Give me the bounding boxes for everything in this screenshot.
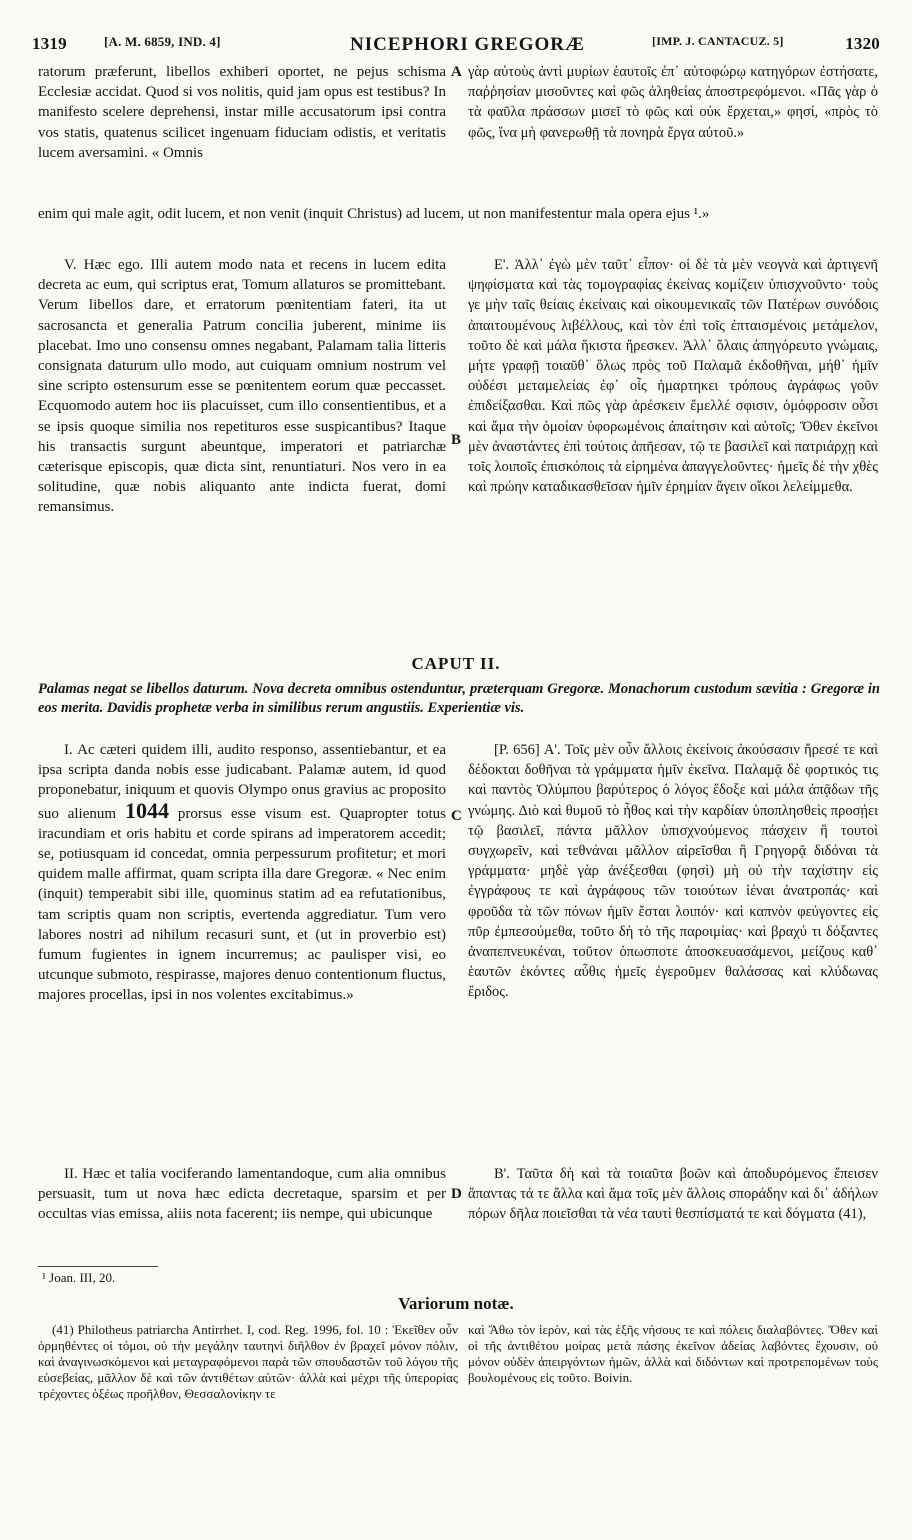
latin-fullwidth-line: enim qui male agit, odit lucem, et non venit (inquit Christus) ad lucem, ut non manifestentur mala opera ejus ¹.»: [38, 206, 710, 222]
variorum-note-right: καὶ Ἄθω τὸν ἱερὸν, καὶ τὰς ἑξῆς νήσους τε καὶ πόλεις διαλαβόντες. Ὅθεν καὶ οἱ τῆς ἀντιθέτου μοίρας μετὰ πάσης ἐκεῖνον ἀδείας λαβόντες ἔχουσιν, οὐ μόνον οὐδὲν ἀπειργόντων ἡμῶν, ἀλλὰ καὶ διδόντων καὶ προτρεπομένων τοὺς βουλομένους εἰς τοῦτο. Boivin.: [468, 1322, 878, 1385]
chapter-heading: CAPUT II.: [411, 654, 501, 673]
margin-letter-a: A: [451, 64, 462, 80]
footnote: ¹ Joan. III, 20.: [42, 1270, 116, 1285]
margin-letter-d: D: [451, 1186, 462, 1202]
margin-letter-b: B: [451, 432, 462, 448]
variorum-note-left: (41) Philotheus patriarcha Antirrhet. I, cod. Reg. 1996, fol. 10 : Ἐκεῖθεν οὖν ὁρμηθέντες οἱ τόμοι, οὐ τὴν μεγάλην ταυτηνὶ διῆλθον ἐν βραχεῖ μόνον πόλιν, καὶ ἀναγινωσκόμενοι καὶ μεταγραφόμενοι παρὰ τῶν σπουδαστῶν τοῦ λόγου τῆς εὐσεβείας, μᾶλλον δὲ καὶ τῶν ἀντιθέτων αὐτῶν· ἀλλὰ καὶ μέχρι τῆς ὑπερορίας τρέχοντες ὀξέως προῆλθον, Θεσσαλονίκην τε: [38, 1322, 458, 1401]
running-header: [32, 34, 880, 60]
year-indiction: [A. M. 6859, IND. 4]: [104, 34, 221, 49]
margin-letter-c: C: [451, 808, 462, 824]
latin-section-5: V. Hæc ego. Illi autem modo nata et recens in lucem edita decreta ac eum, qui scriptus erat, Tomum allaturos se promittebant. Verum libellos dare, et erratorum pœnitentiam fateri, ita ut sacrosancta et generalia Patrum concilia juberent, minime iis placebat. Imo uno consensu omnes negabant, Palamam talia litteris consignata daturum ullo modo, aut cuiquam omnium nostrum vel sine scripto ostensurum esse se pœnitentem eorum quæ peccasset. Ecquomodo autem hoc iis placuisset, cum illo consentientibus, et a se ipsis quoque similia nos repetituros esse suspicantibus? Itaque his transactis surgunt abeuntque, imperatori et patriarchæ cæterisque episcopis, quæ dicta sint, renuntiaturi. Nos vero in ea solitudine, quæ nobis aliquanto ante indicta fuerat, domi remansimus.: [38, 257, 446, 516]
variorum-heading: Variorum notæ.: [398, 1294, 514, 1313]
page-number-right: 1320: [845, 34, 880, 53]
page-number-left: 1319: [32, 34, 67, 53]
emperor-reign: [IMP. J. CANTACUZ. 5]: [652, 34, 784, 48]
greek-section-5: Ε'. Ἀλλ᾿ ἐγὼ μὲν ταῦτ᾿ εἶπον· οἱ δὲ τὰ μὲν νεογνὰ καὶ ἀρτιγενῆ ψηφίσματα καὶ τὰς τομογραφίας ἐκείνας κομίζειν ὑπισχνοῦντο· τοὺς γε μὴν ταῖς θείαις ἐκείναις καὶ οἰκουμενικαῖς τῶν Πατέρων συνόδοις ἀπαιτουμένους λιβέλλους, καὶ τὸν ἐπὶ τοῖς ἐπταισμένοις μετάμελον, τοῦτο δὲ καὶ μάλα ἥκιστα ἤρεσκεν. Ἀλλ᾿ ὅλαις ἀπηγόρευτο γνώμαις, μήτε γραφῇ τοιαῦθ᾿ ὅλως πρὸς τοῦ Παλαμᾶ ἐκδοθῆναι, μήθ᾿ ἡμῖν οὐδέσι μεταμελείας ἐφ᾿ οἷς ἡμαρτηκει τρόπους ἀγράφως γοῦν ἐπιδείξασθαι. Καὶ πῶς γὰρ ἀρέσκειν ἔμελλέ σφισιν, ὁμόφροσιν οὖσι καὶ ἅμα τὴν ὁμοίαν ὑφορωμένοις ἀπαίτησιν καὶ αὐτοῖς; Ὅθεν ἐκεῖνοι μὲν ἀναστάντες ἐπὶ τούτοις ἀπῆεσαν, τῷ τε βασιλεῖ καὶ πατριάρχῃ καὶ τοῖς λοιποῖς ἐπισκόποις τὰ εἰρημένα ἀπαγγελοῦντες· ἡμεῖς δὲ τὴν χθὲς καὶ πρώην καταδικασθεῖσαν ἡμῖν ἐρημίαν ἄγειν οἴκοι λελείμμεθα.: [468, 257, 878, 496]
greek-section-2: Β'. Ταῦτα δὴ καὶ τὰ τοιαῦτα βοῶν καὶ ἀποδυρόμενος ἔπεισεν ἅπαντας τά τε ἄλλα καὶ ἅμα τοῖς μὲν ἄλλοις σποράδην καὶ δι᾿ ἀδήλων πόρων δῆλα ποιεῖσθαι τὰ νέα ταυτὶ θεσπίσματά τε καὶ δόγματα (41),: [468, 1166, 878, 1223]
greek-section-1: [P. 656] Α'. Τοῖς μὲν οὖν ἄλλοις ἐκείνοις ἀκούσασιν ἤρεσέ τε καὶ δέδοκται δοθῆναι τὰ γράμματα ἡμῖν ἐκεῖνα. Παλαμᾷ δὲ φορτικός τις καὶ παντὸς Ὀλύμπου βαρύτερος ὁ λόγος ἔδοξε καὶ μάλα ἀπᾷδων τῆς γνώμης. Διὸ καὶ θυμοῦ τὸ ἦθος καὶ τὴν καρδίαν ὑποπλησθεὶς προσῄει τῷ βασιλεῖ, πάντα μᾶλλον ὑπισχνούμενος πάσχειν ἢ τουτοὶ συγχωρεῖν, καὶ τεθνάναι μᾶλλον αἱρεῖσθαι ἢ Γρηγορᾷ διδόναι τὰ γράμματα· μηδὲ γὰρ ἀνέξεσθαι (φησὶ) μὴ οὐ τὴν ταχίστην εἰς ἐγγράφους τε καὶ ἀγράφους τῶν τοιούτων ἰέναι ἀνατροπάς· καὶ φροῦδα τὰ τῶν πόνων ἡμῖν ἔσται λοιπόν· καὶ καπνὸν φεύγοντες εἰς πῦρ ἐμπεσούμεθα, τοῦτο δὴ τὸ τῆς παροιμίας· καὶ βραχύ τι δόξαντες ἀναπεπνευκέναι, τοῦτον ὁπωσποτε ἀποσκευασάμενοι, μείζους καθ᾿ ἑαυτῶν ἑκόντες αὖθις ἡμεῖς ἐγεροῦμεν θαλάσσας καὶ κλύδωνας ἔριδος.: [468, 742, 878, 1001]
chapter-summary: Palamas negat se libellos daturum. Nova decreta omnibus ostenduntur, præterquam Gregoræ. Monachorum custodum sævitia : Gregoræ in eos merita. Davidis prophetæ verba in similibus rerum angustiis. Experientiæ vis.: [38, 681, 880, 716]
column-number: 1044: [124, 797, 169, 823]
latin-section-1-part-a: I. Ac cæteri quidem illi, audito responso, assentiebantur, et ea ipsa scripta danda nobis esse judicabant. Palamæ autem, id quod proponebatur, iniquum et quovis Olympo onus gravius ac proposito suo alienum: [38, 742, 446, 822]
footnote-rule: [38, 1266, 158, 1267]
latin-section-1: [38, 740, 446, 1006]
greek-top-text: γὰρ αὐτοὺς ἀντὶ μυρίων ἑαυτοῖς ἐπ᾿ αὐτοφώρῳ κατηγόρων ἐστήσατε, παῤῥησίαν μισοῦντες καὶ φῶς ἀληθείας ἀποστρεφόμενοι. «Πᾶς γὰρ ὁ τὰ φαῦλα πράσσων μισεῖ τὸ φῶς καὶ οὐκ ἔρχεται,» φησί, «πρὸς τὸ φῶς, ἵνα μὴ φανερωθῇ τὰ πονηρὰ ἔργα αὐτοῦ.»: [468, 64, 878, 141]
running-title: NICEPHORI GREGORÆ: [350, 34, 585, 55]
latin-section-1-part-b: prorsus esse visum est. Quapropter totus iracundiam et oris habitu et corde spirans ad imperatorem accedit; se, potiusquam id concedat, omnia perpessurum profitetur; et mori quidem malle affirmat, quam scripta illa dare Gregoræ. « Nec enim (inquit) temperabit sibi ille, quominus statim ad ea refutationibus, tam scriptis quam non scriptis, evertenda aggrediatur. Tum vero labores nostri ad nihilum recasuri sunt, et (ut in proverbio est) fumum fugientes in ignem incurremus; ac paulisper visi, eo utcunque submoto, respirasse, majores denuo contentionum fluctus, majores procellas, ipsi in nos volentes excitabimus.»: [38, 805, 446, 1004]
latin-section-2: II. Hæc et talia vociferando lamentandoque, cum alia omnibus persuasit, tum ut nova hæc edicta decretaque, sparsim et per occultas vias emissa, aliis nota facerent; iis nempe, qui ubicunque: [38, 1166, 446, 1223]
latin-top-text: ratorum præferunt, libellos exhiberi oportet, ne pejus schisma Ecclesiæ accidat. Quod si vos nolitis, quid jam opus est testibus? In manifesto scelere deprehensi, instar mille accusatorum ipsi contra vos statis, quatenus scilicet ingenuam fiduciam odistis, et veritatis lucem aversamini. « Omnis: [38, 64, 446, 161]
